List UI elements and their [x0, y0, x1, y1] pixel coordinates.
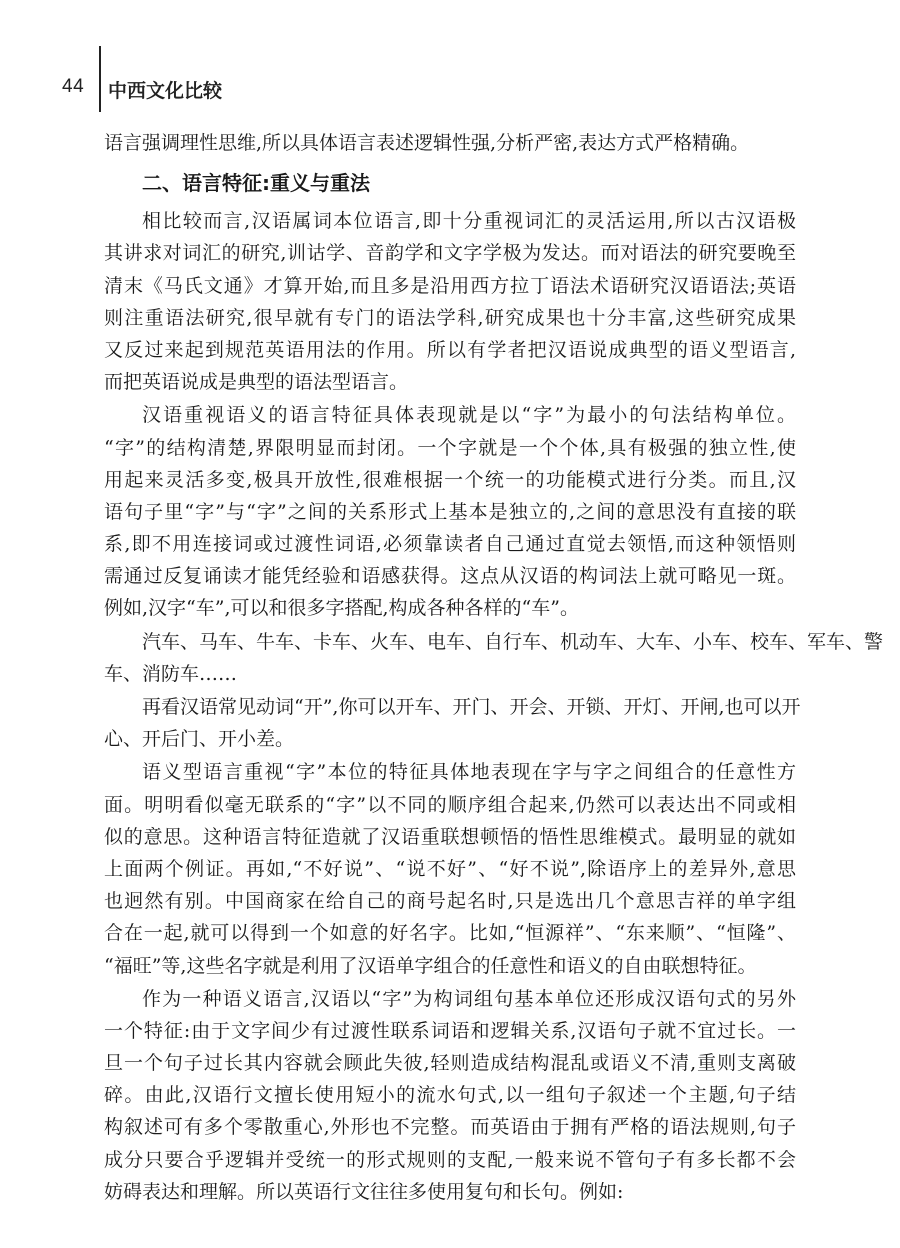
- text-line: 用起来灵活多变,极具开放性,很难根据一个统一的功能模式进行分类。而且,汉: [104, 468, 796, 491]
- text-line: 作为一种语义语言,汉语以“字”为构词组句基本单位还形成汉语句式的另外: [142, 987, 796, 1010]
- paragraph: [104, 399, 796, 624]
- text-line: 车、消防车……: [104, 662, 238, 685]
- text-line: 似的意思。这种语言特征造就了汉语重联想顿悟的悟性思维模式。最明显的就如: [104, 825, 796, 848]
- text-line: 系,即不用连接词或过渡性词语,必须靠读者自己通过直觉去领悟,而这种领悟则: [104, 533, 796, 556]
- text-line: 语义型语言重视“字”本位的特征具体地表现在字与字之间组合的任意性方: [142, 761, 796, 784]
- text-line: 需通过反复诵读才能凭经验和语感获得。这点从汉语的构词法上就可略见一斑。: [104, 565, 796, 588]
- paragraph: [104, 983, 796, 1208]
- text-line: 汉语重视语义的语言特征具体表现就是以“字”为最小的句法结构单位。: [142, 404, 796, 427]
- text-line: 也迥然有别。中国商家在给自己的商号起名时,只是选出几个意思吉祥的单字组: [104, 890, 796, 913]
- paragraph: [104, 756, 796, 981]
- intro-line: 语言强调理性思维,所以具体语言表述逻辑性强,分析严密,表达方式严格精确。: [104, 132, 750, 154]
- text-line: 旦一个句子过长其内容就会顾此失彼,轻则造成结构混乱或语义不清,重则支离破: [104, 1052, 796, 1075]
- text-line: 语句子里“字”与“字”之间的关系形式上基本是独立的,之间的意思没有直接的联: [104, 500, 796, 523]
- text-line: 面。明明看似毫无联系的“字”以不同的顺序组合起来,仍然可以表达出不同或相: [104, 793, 796, 816]
- header-divider: [99, 46, 101, 112]
- text-line: 心、开后门、开小差。: [104, 728, 295, 751]
- text-line: 则注重语法研究,很早就有专门的语法学科,研究成果也十分丰富,这些研究成果: [104, 306, 796, 329]
- text-line: 再看汉语常见动词“开”,你可以开车、开门、开会、开锁、开灯、开闸,也可以开: [142, 696, 801, 718]
- text-line: 例如,汉字“车”,可以和很多字搭配,构成各种各样的“车”。: [104, 597, 579, 620]
- text-line: 合在一起,就可以得到一个如意的好名字。比如,“恒源祥”、“东来顺”、“恒隆”、: [104, 922, 796, 945]
- page-body: [104, 127, 884, 1208]
- text-line: 其讲求对词汇的研究,训诂学、音韵学和文字学极为发达。而对语法的研究要晚至: [104, 242, 796, 265]
- text-line: 汽车、马车、牛车、卡车、火车、电车、自行车、机动车、大车、小车、校车、军车、警: [142, 630, 884, 653]
- text-line: 上面两个例证。再如,“不好说”、“说不好”、“好不说”,除语序上的差异外,意思: [104, 857, 796, 880]
- page-number: 44: [62, 76, 85, 97]
- text-line: 妨碍表达和理解。所以英语行文往往多使用复句和长句。例如:: [104, 1180, 624, 1203]
- text-line: 一个特征:由于文字间少有过渡性联系词语和逻辑关系,汉语句子就不宜过长。一: [104, 1019, 796, 1042]
- text-line: 构叙述可有多个零散重心,外形也不完整。而英语由于拥有严格的语法规则,句子: [104, 1116, 796, 1139]
- book-title: 中西文化比较: [108, 80, 223, 102]
- text-line: 而把英语说成是典型的语法型语言。: [104, 371, 409, 394]
- section-heading: 二、语言特征:重义与重法: [142, 171, 370, 196]
- text-line: “字”的结构清楚,界限明显而封闭。一个字就是一个个体,具有极强的独立性,使: [104, 436, 796, 459]
- paragraph: [104, 626, 884, 690]
- text-line: 相比较而言,汉语属词本位语言,即十分重视词汇的灵活运用,所以古汉语极: [142, 210, 796, 233]
- text-line: 成分只要合乎逻辑并受统一的形式规则的支配,一般来说不管句子有多长都不会: [104, 1148, 796, 1171]
- paragraph: [104, 691, 801, 755]
- text-line: 又反过来起到规范英语用法的作用。所以有学者把汉语说成典型的语义型语言,: [104, 338, 796, 361]
- paragraph: [104, 205, 796, 398]
- paragraph-list: [104, 205, 884, 1208]
- text-line: “福旺”等,这些名字就是利用了汉语单字组合的任意性和语义的自由联想特征。: [104, 954, 757, 977]
- text-line: 清末《马氏文通》才算开始,而且多是沿用西方拉丁语法术语研究汉语语法;英语: [104, 274, 796, 297]
- text-line: 碎。由此,汉语行文擅长使用短小的流水句式,以一组句子叙述一个主题,句子结: [104, 1084, 796, 1107]
